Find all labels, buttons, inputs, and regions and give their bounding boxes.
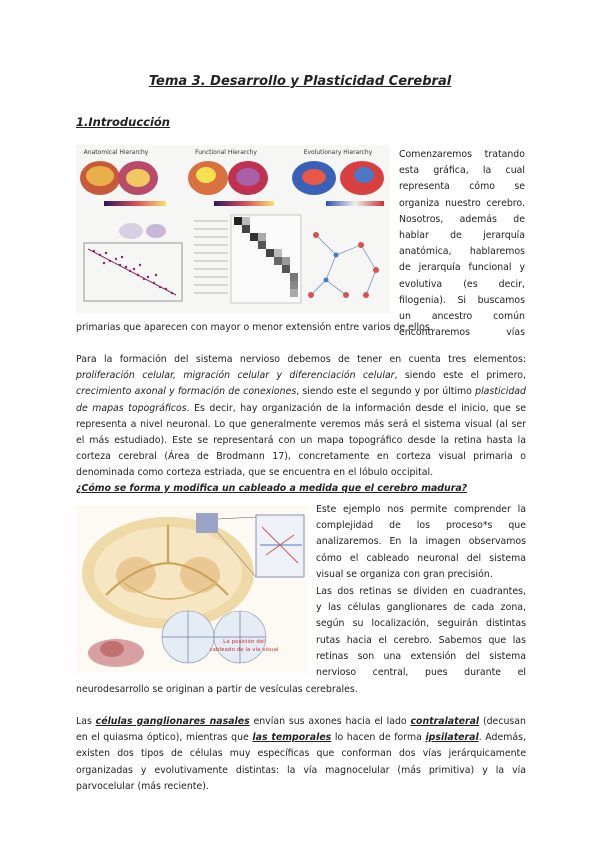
intro-line: de jerarquía funcional y [399, 262, 525, 274]
intro-line: evolutiva (es decir, [399, 278, 525, 290]
formation-paragraph: Para la formación del sistema nervioso debemos de tener en cuenta tres elementos: proliferación celular, migración celular y diferenciación celular, siendo este el primero, crecimiento axonal y formación de conexiones, siendo este el segundo y por último plasticidad de mapas topográficos. Es decir, hay organización de la información desde el inicio, que se representa a nivel neuronal. Lo que generalmente veremos más será el sistema visual (al ser el más estudiado). Este se representará con un mapa topográfico desde la retina hasta la corteza cerebral (Área de Brodmann 17), concretamente en corteza visual primaria o denominada como corteza estriada, que se encuentra en el lóbulo occipital. [76, 354, 526, 479]
section-heading-wiring: ¿Cómo se forma y modifica un cableado a medida que el cerebro madura? [76, 483, 468, 494]
intro-line: encontraremos vías [399, 327, 525, 339]
intro-paragraph-side [399, 147, 525, 341]
retina-line: retinas son una extensión del sistema [316, 650, 526, 662]
intro-line: Comenzaremos tratando [399, 149, 525, 160]
example-line: complejidad de los proceso*s que [316, 520, 526, 532]
page-title: Tema 3. Desarrollo y Plasticidad Cerebral [148, 74, 452, 89]
retina-line: rutas hacia el cerebro. Sabemos que las [316, 634, 526, 646]
intro-line: anatómica, hablaremos [399, 246, 525, 258]
visual-pathway-figure [76, 505, 308, 673]
retina-line: Las dos retinas se dividen en cuadrantes, [316, 586, 526, 597]
example-line: analizaremos. En la imagen observamos [316, 536, 526, 548]
figure2-caption-2: cableado de la vía visual [209, 647, 279, 653]
retina-line: y las células ganglionares de cada zona, [316, 602, 526, 614]
example-line: visual se organiza con gran precisión. [316, 568, 493, 580]
intro-line: representa cómo se [399, 181, 525, 193]
panel-label-evolutionary: Evolutionary Hierarchy [303, 149, 373, 156]
panel-label-functional: Functional Hierarchy [195, 149, 257, 156]
retina-line: nervioso central, pues durante el [316, 667, 526, 679]
example-line: cómo el cableado neuronal del sistema [316, 552, 526, 564]
ganglion-paragraph: Las células ganglionares nasales envían sus axones hacia el lado contralateral (decusan en el quiasma óptico), mientras que las temporales lo hacen de forma ipsilateral. Además, existen dos tipos de células muy específicas que conforman dos vías jerárquicamente organizadas y evolutivamente distintas: la vía magnocelular (más primitiva) y la vía parvocelular (más reciente). [76, 716, 526, 792]
hierarchy-figure [76, 145, 390, 313]
intro-line: un ancestro común [399, 311, 525, 323]
intro-line: filogenia). Si buscamos [399, 294, 525, 306]
figure2-caption-1: La posición del [223, 639, 265, 645]
panel-label-anatomical: Anatomical Hierarchy [83, 149, 149, 156]
retina-paragraph-tail: neurodesarrollo se originan a partir de vesículas cerebrales. [76, 684, 358, 695]
intro-line: organiza nuestro cerebro. [399, 197, 525, 209]
retina-paragraph [316, 584, 526, 681]
intro-line: hablar de jerarquía [399, 230, 525, 242]
intro-line: esta gráfica, la cual [399, 165, 525, 177]
retina-line: según su localización, seguirán distintas [316, 618, 526, 630]
intro-line: Nosotros, además de [399, 213, 525, 225]
intro-paragraph-tail: primarias que aparecen con mayor o menor extensión entre varios de ellos. [76, 322, 433, 333]
example-line: Este ejemplo nos permite comprender la [316, 504, 526, 515]
section-heading-introduction: 1.Introducción [76, 115, 170, 129]
example-paragraph [316, 502, 526, 583]
